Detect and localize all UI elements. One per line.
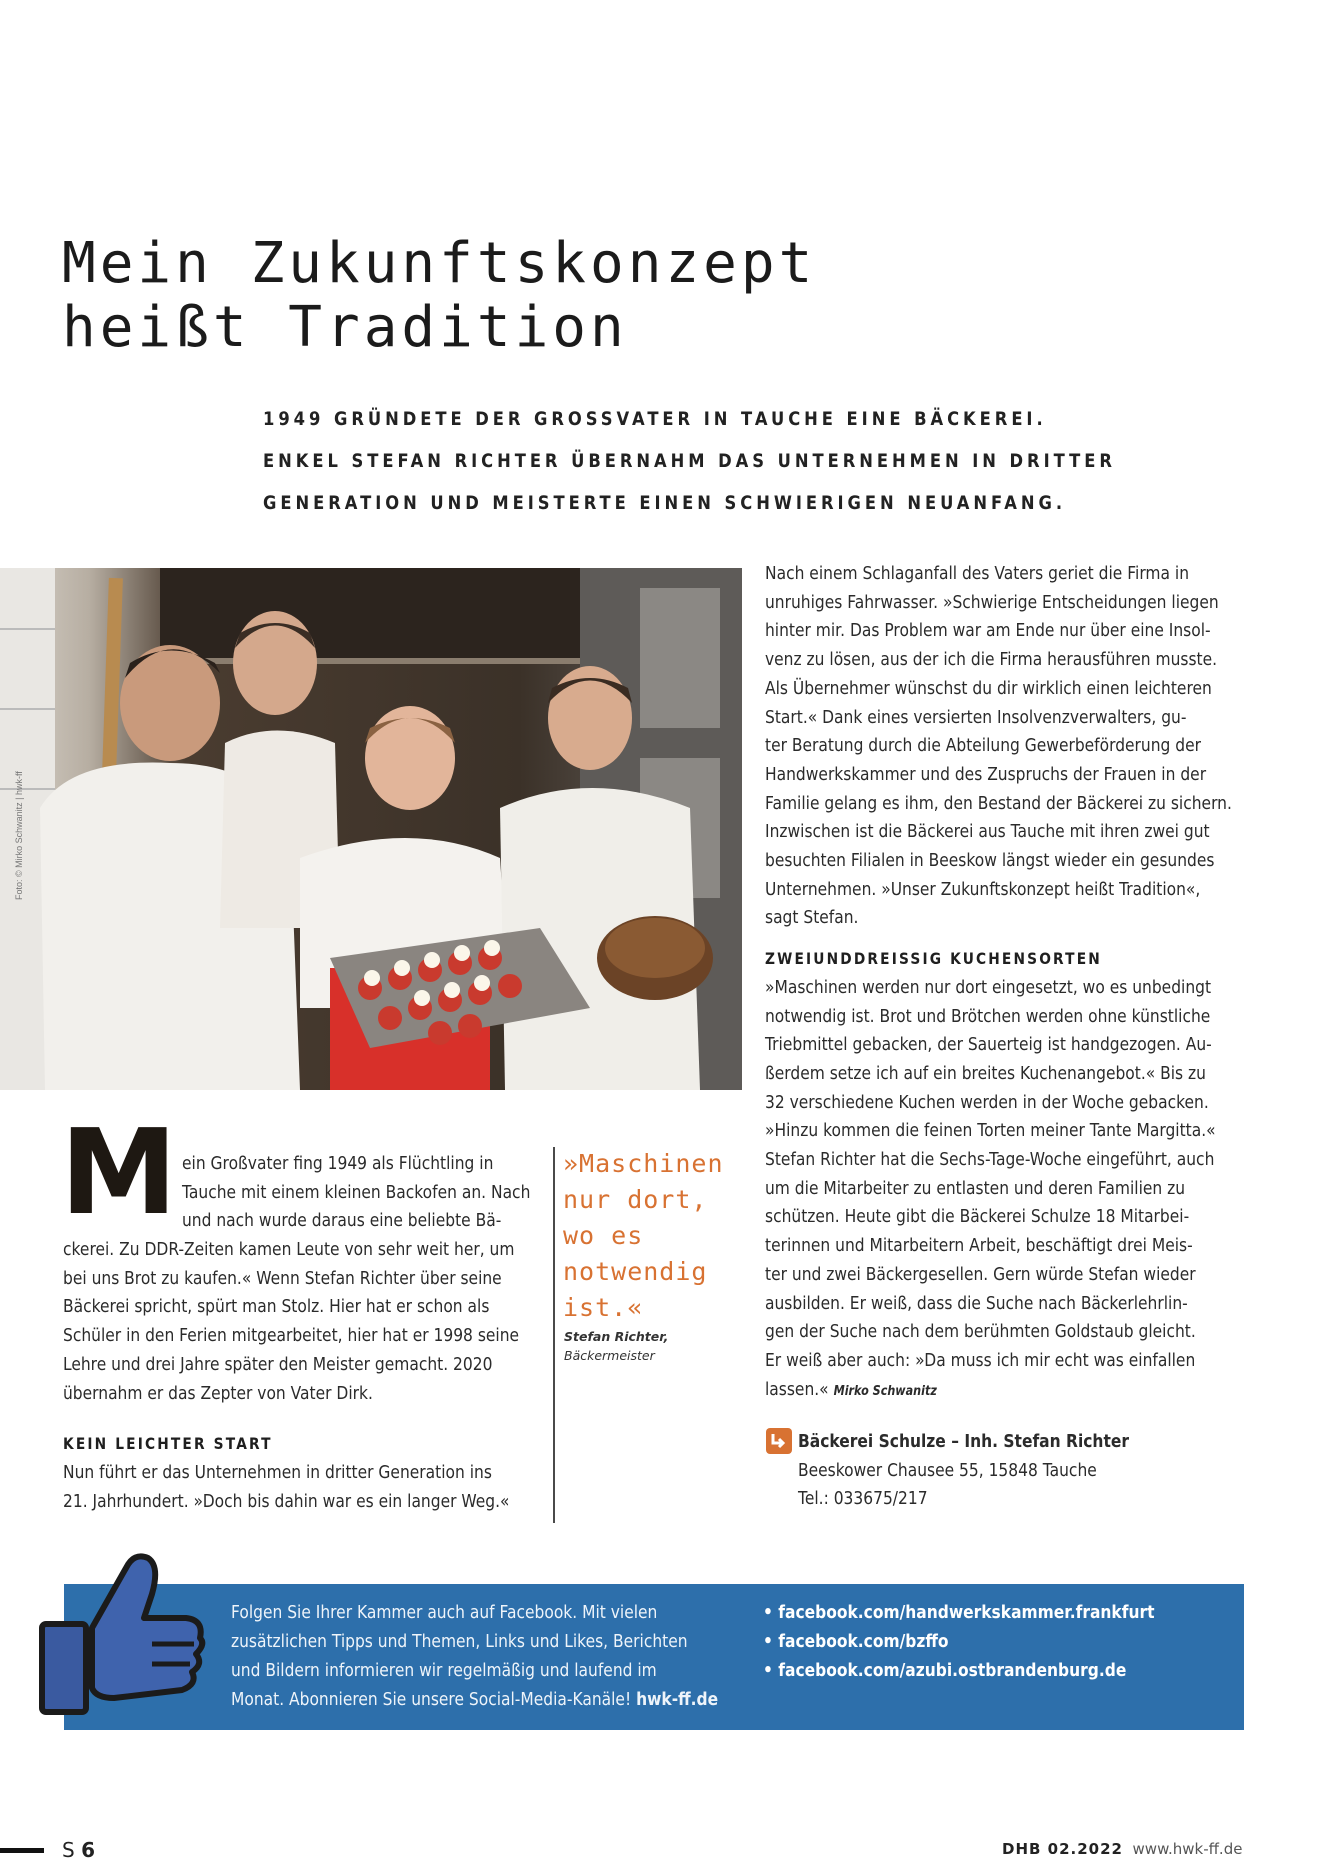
text-line: bei uns Brot zu kaufen.« Wenn Stefan Richter über seine [63,1267,502,1289]
facebook-link[interactable]: • facebook.com/azubi.ostbrandenburg.de [763,1660,1127,1681]
page-prefix: S [62,1838,75,1862]
dropcap: M [60,1103,178,1241]
text-line: Familie gelang es ihm, den Bestand der Bäckerei zu sichern. [765,792,1232,814]
text-line: Unternehmen. »Unser Zukunftskonzept heißt Tradition«, [765,878,1201,900]
text-line: ausbilden. Er weiß, dass die Suche nach Bäckerlehrlin- [765,1292,1188,1314]
title-line: Mein Zukunftskonzept [62,231,817,296]
pull-quote [563,1146,724,1326]
contact-name: Bäckerei Schulze – Inh. Stefan Richter [798,1431,1129,1452]
text-line: Lehre und drei Jahre später den Meister gemacht. 2020 [63,1353,493,1375]
arrow-icon [766,1428,792,1454]
text-line: Nun führt er das Unternehmen in dritter Generation ins [63,1461,492,1483]
facebook-text [231,1598,718,1714]
footer-url[interactable]: www.hwk-ff.de [1132,1840,1243,1858]
text-line: und nach wurde daraus eine beliebte Bä- [182,1210,502,1232]
page-number-value: 6 [81,1838,95,1862]
text-line: ein Großvater fing 1949 als Flüchtling in [182,1153,494,1174]
text-line: um die Mitarbeiter zu entlasten und deren Familien zu [765,1177,1186,1199]
text-line: Stefan Richter hat die Sechs-Tage-Woche eingeführt, auch [765,1149,1215,1171]
photo-illustration [0,568,742,1090]
quote-line: ist.« [563,1293,644,1322]
text-line: Inzwischen ist die Bäckerei aus Tauche mit ihren zwei gut [765,821,1210,843]
intro-paragraph [63,1236,519,1516]
text-line: ter Beratung durch die Abteilung Gewerbeförderung der [765,735,1202,757]
footer-bar [0,1848,44,1853]
last-words: lassen.« [765,1378,829,1400]
quote-author: Stefan Richter, [564,1329,669,1344]
issue-label: DHB 02.2022 [1002,1840,1123,1858]
text-line: notwendig ist. Brot und Brötchen werden ohne künstliche [765,1005,1211,1027]
facebook-link[interactable]: • facebook.com/bzffo [763,1631,949,1652]
text-line: Bäckerei spricht, spürt man Stolz. Hier hat er schon als [63,1296,490,1318]
text-line: hinter mir. Das Problem war am Ende nur über eine Insol- [765,620,1211,642]
lead-line: GENERATION UND MEISTERTE EINEN SCHWIERIGEN NEUANFANG. [263,492,1067,514]
author-name: Mirko Schwanitz [833,1383,937,1399]
quote-role: Bäckermeister [564,1348,655,1363]
quote-line: »Maschinen [563,1149,724,1178]
bakery-team-photo [0,568,742,1090]
facebook-link[interactable]: • facebook.com/handwerkskammer.frankfurt [763,1602,1155,1623]
fb-line: und Bildern informieren wir regelmäßig und laufend im [231,1660,657,1681]
page-number [62,1838,95,1862]
right-column [765,560,1326,1406]
text-line: Handwerkskammer und des Zuspruchs der Frauen in der [765,763,1207,785]
text-line: Triebmittel gebacken, der Sauerteig ist handgezogen. Au- [765,1034,1212,1056]
text-line: 32 verschiedene Kuchen werden in der Woche gebacken. [765,1091,1209,1113]
quote-line: wo es [563,1221,644,1250]
text-line: übernahm er das Zepter von Vater Dirk. [63,1382,373,1404]
fb-last-text: Monat. Abonnieren Sie unsere Social-Media-Kanäle! [231,1689,632,1710]
text-line: ßerdem setze ich auf ein breites Kuchenangebot.« Bis zu [765,1062,1206,1084]
contact-phone: Tel.: 033675/217 [798,1488,928,1510]
title-line: heißt Tradition [62,295,628,360]
text-line: Er weiß aber auch: »Da muss ich mir echt was einfallen [765,1349,1196,1371]
text-line: terinnen und Mitarbeitern Arbeit, beschäftigt drei Meis- [765,1235,1193,1257]
text-line: 21. Jahrhundert. »Doch bis dahin war es ein langer Weg.« [63,1490,510,1512]
text-line: Nach einem Schlaganfall des Vaters geriet die Firma in [765,563,1190,584]
text-line: »Maschinen werden nur dort eingesetzt, wo es unbedingt [765,976,1212,998]
intro-indented [182,1150,530,1236]
text-line: Start.« Dank eines versierten Insolvenzverwalters, gu- [765,706,1187,728]
fb-line: zusätzlichen Tipps und Themen, Links und Likes, Berichten [231,1631,688,1652]
article-lead [263,398,1116,524]
text-line: venz zu lösen, aus der ich die Firma herausführen musste. [765,649,1218,671]
contact-text [798,1428,1129,1514]
quote-divider [553,1147,555,1523]
photo-credit: Foto: © Mirko Schwanitz | hwk-ff [14,771,24,900]
text-line: ter und zwei Bäckergesellen. Gern würde Stefan wieder [765,1263,1196,1285]
quote-line: notwendig [563,1257,708,1286]
text-line: sagt Stefan. [765,907,859,929]
right-paragraph [765,560,1272,1406]
text-line: besuchten Filialen in Beeskow längst wieder ein gesundes [765,850,1215,872]
footer-right [1002,1840,1242,1858]
text-line: schützen. Heute gibt die Bäckerei Schulze 18 Mitarbei- [765,1206,1190,1228]
fb-line: Folgen Sie Ihrer Kammer auch auf Facebook. Mit vielen [231,1602,658,1623]
fb-site-link[interactable]: hwk-ff.de [636,1689,719,1710]
facebook-links [763,1598,1155,1685]
lead-line: 1949 GRÜNDETE DER GROSSVATER IN TAUCHE EINE BÄCKEREI. [263,408,1047,430]
text-line: Als Übernehmer wünschst du dir wirklich einen leichteren [765,677,1212,699]
text-line: »Hinzu kommen die feinen Torten meiner Tante Margitta.« [765,1120,1216,1142]
text-line-last [765,1376,1272,1407]
subheading-kuchensorten: ZWEIUNDDREISSIG KUCHENSORTEN [765,949,1102,969]
fb-line-last [231,1685,718,1714]
text-line: unruhiges Fahrwasser. »Schwierige Entscheidungen liegen [765,591,1219,613]
text-line: Tauche mit einem kleinen Backofen an. Nach [182,1181,531,1203]
quote-attribution [564,1327,668,1365]
quote-line: nur dort, [563,1185,708,1214]
text-line: gen der Suche nach dem berühmten Goldstaub gleicht. [765,1321,1196,1343]
subheading-kein-leichter-start: KEIN LEICHTER START [63,1434,273,1454]
contact-address: Beeskower Chausee 55, 15848 Tauche [798,1459,1097,1481]
article-title [62,232,962,360]
thumbs-up-icon [36,1548,206,1716]
lead-line: ENKEL STEFAN RICHTER ÜBERNAHM DAS UNTERNEHMEN IN DRITTER [263,450,1116,472]
text-line: Schüler in den Ferien mitgearbeitet, hier hat er 1998 seine [63,1325,520,1347]
text-line: ckerei. Zu DDR-Zeiten kamen Leute von sehr weit her, um [63,1239,515,1260]
